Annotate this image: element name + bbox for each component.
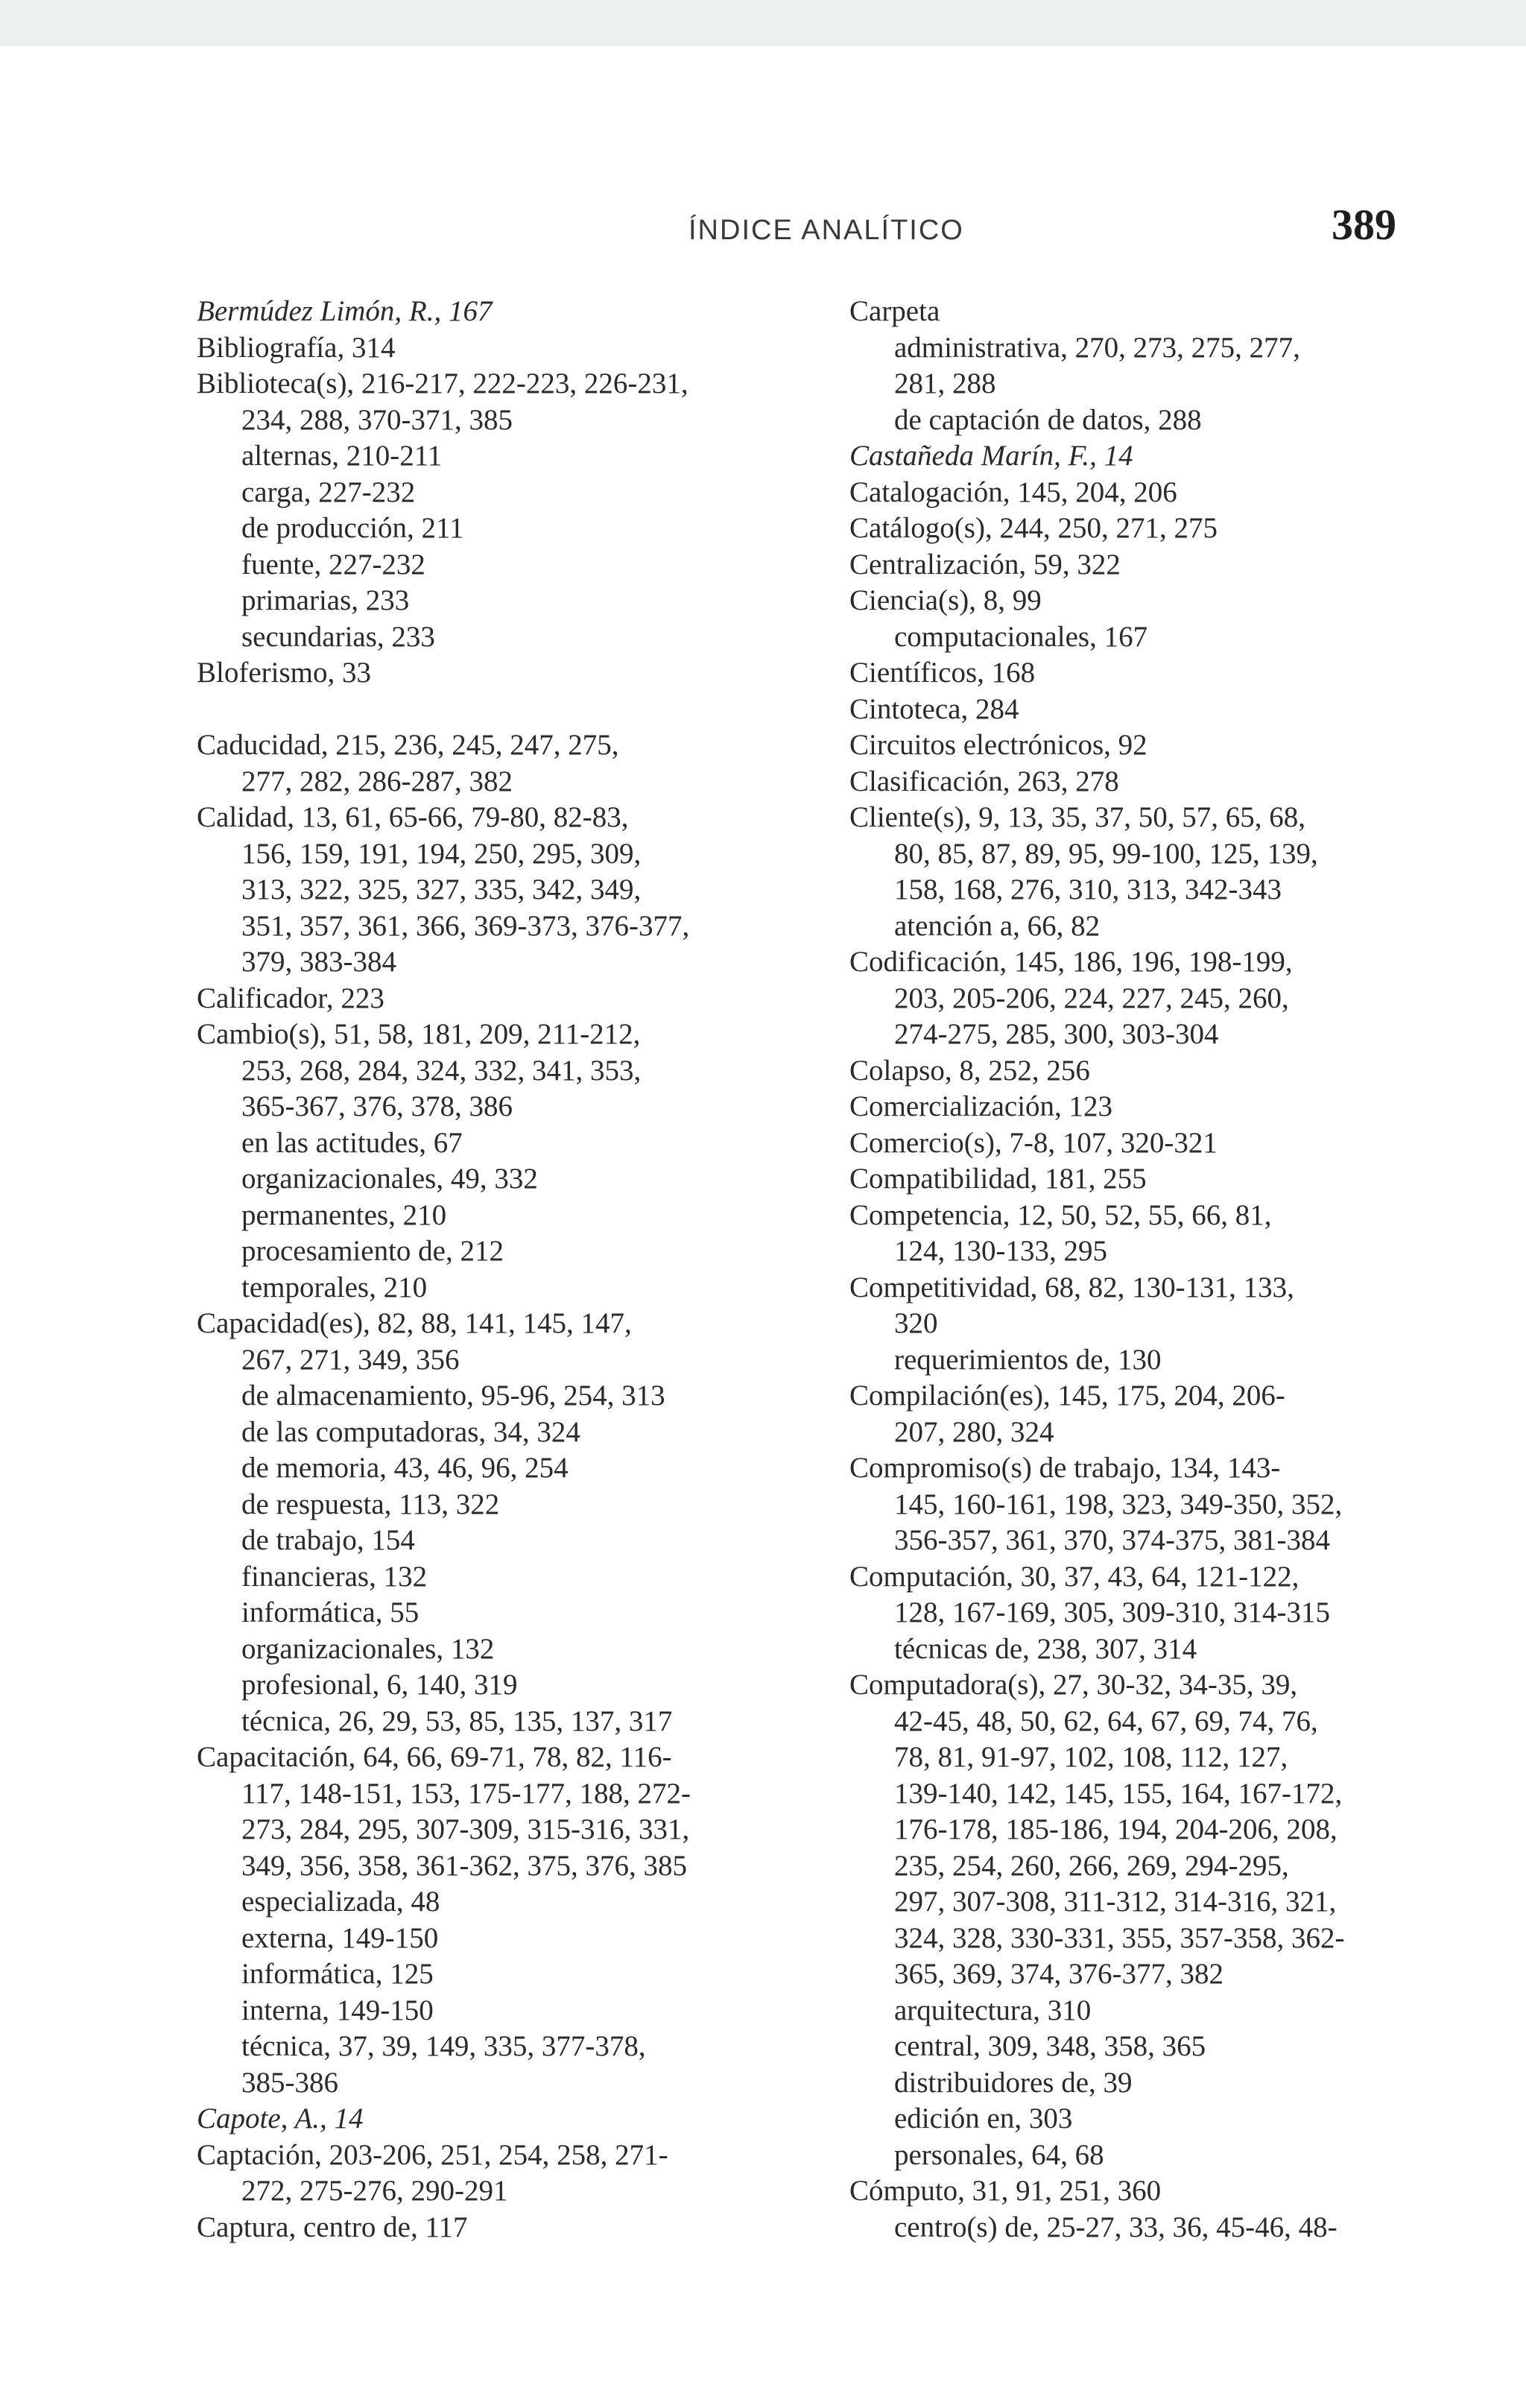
index-subentry: técnicas de, 238, 307, 314 [894,1632,1197,1665]
index-subentry: primarias, 233 [241,584,410,616]
index-entry: Biblioteca(s), 216-217, 222-223, 226-231, [197,367,688,399]
index-subentry: 235, 254, 260, 266, 269, 294-295, [894,1849,1289,1882]
index-subentry: 349, 356, 358, 361-362, 375, 376, 385 [241,1849,687,1882]
index-entry: Competitividad, 68, 82, 130-131, 133, [849,1271,1294,1303]
index-column-right [849,294,1475,2246]
index-subentry: edición en, 303 [894,2102,1073,2134]
index-subentry: informática, 125 [241,1958,434,1990]
index-entry: Bibliografía, 314 [197,331,396,364]
index-entry: Cliente(s), 9, 13, 35, 37, 50, 57, 65, 68, [849,801,1306,833]
index-subentry: de memoria, 43, 46, 96, 254 [241,1452,569,1484]
index-subentry: 379, 383-384 [241,946,396,978]
index-subentry: computacionales, 167 [894,620,1148,653]
index-subentry: técnica, 26, 29, 53, 85, 135, 137, 317 [241,1704,673,1737]
index-entry: Caducidad, 215, 236, 245, 247, 275, [197,729,619,761]
index-column-left [197,294,823,2246]
index-entry: Carpeta [849,295,940,327]
index-subentry: personales, 64, 68 [894,2138,1104,2171]
index-subentry: 253, 268, 284, 324, 332, 341, 353, [241,1054,642,1087]
index-subentry: 281, 288 [894,367,996,399]
index-entry: Capote, A., 14 [197,2102,364,2134]
index-subentry: técnica, 37, 39, 149, 335, 377-378, [241,2030,646,2062]
index-subentry: 351, 357, 361, 366, 369-373, 376-377, [241,909,690,942]
index-subentry: financieras, 132 [241,1560,428,1593]
index-entry: Capacidad(es), 82, 88, 141, 145, 147, [197,1307,632,1339]
index-subentry: 324, 328, 330-331, 355, 357-358, 362- [894,1921,1345,1954]
running-head: ÍNDICE ANALÍTICO [688,215,964,246]
index-subentry: administrativa, 270, 273, 275, 277, [894,331,1300,364]
index-subentry: en las actitudes, 67 [241,1126,463,1159]
index-subentry: de respuesta, 113, 322 [241,1488,500,1520]
index-subentry: 277, 282, 286-287, 382 [241,765,513,797]
index-subentry: organizacionales, 132 [241,1632,495,1665]
index-entry: Castañeda Marín, F., 14 [849,440,1133,472]
page-number: 389 [1332,200,1396,249]
index-subentry: 80, 85, 87, 89, 95, 99-100, 125, 139, [894,837,1318,870]
index-subentry: de almacenamiento, 95-96, 254, 313 [241,1380,665,1412]
index-entry: Colapso, 8, 252, 256 [849,1054,1090,1087]
index-group-gap [197,692,823,728]
index-entry: Competencia, 12, 50, 52, 55, 66, 81, [849,1198,1272,1231]
index-subentry: 365, 369, 374, 376-377, 382 [894,1958,1223,1990]
index-subentry: centro(s) de, 25-27, 33, 36, 45-46, 48- [894,2211,1337,2243]
index-subentry: 313, 322, 325, 327, 335, 342, 349, [241,873,642,906]
index-entry: Capacitación, 64, 66, 69-71, 78, 82, 116- [197,1741,672,1773]
index-subentry: carga, 227-232 [241,475,416,508]
index-subentry: 78, 81, 91-97, 102, 108, 112, 127, [894,1741,1288,1773]
index-subentry: de producción, 211 [241,512,464,544]
index-subentry: distribuidores de, 39 [894,2066,1133,2099]
index-subentry: 385-386 [241,2066,338,2099]
index-entry: Científicos, 168 [849,657,1036,689]
scan-top-band [0,0,1526,46]
index-subentry: 124, 130-133, 295 [894,1235,1107,1267]
index-entry: Bloferismo, 33 [197,657,371,689]
index-entry: Bermúdez Limón, R., 167 [197,295,493,327]
index-subentry: requerimientos de, 130 [894,1343,1162,1376]
index-subentry: organizacionales, 49, 332 [241,1163,538,1195]
index-subentry: 365-367, 376, 378, 386 [241,1090,513,1122]
index-entry: Catalogación, 145, 204, 206 [849,475,1177,508]
index-subentry: temporales, 210 [241,1271,428,1303]
index-subentry: 117, 148-151, 153, 175-177, 188, 272- [241,1777,691,1810]
index-subentry: 273, 284, 295, 307-309, 315-316, 331, [241,1813,690,1845]
index-subentry: especializada, 48 [241,1886,440,1918]
index-subentry: de captación de datos, 288 [894,403,1202,436]
index-entry: Ciencia(s), 8, 99 [849,584,1042,616]
index-entry: Computación, 30, 37, 43, 64, 121-122, [849,1560,1299,1593]
index-subentry: 356-357, 361, 370, 374-375, 381-384 [894,1524,1330,1556]
index-entry: Codificación, 145, 186, 196, 198-199, [849,946,1293,978]
index-subentry: 176-178, 185-186, 194, 204-206, 208, [894,1813,1337,1845]
index-entry: Catálogo(s), 244, 250, 271, 275 [849,512,1218,544]
index-subentry: 297, 307-308, 311-312, 314-316, 321, [894,1886,1337,1918]
index-subentry: 320 [894,1307,938,1339]
index-entry: Compromiso(s) de trabajo, 134, 143- [849,1452,1281,1484]
index-entry: Computadora(s), 27, 30-32, 34-35, 39, [849,1669,1298,1701]
index-entry: Captura, centro de, 117 [197,2211,468,2243]
index-subentry: 267, 271, 349, 356 [241,1343,460,1376]
index-entry: Circuitos electrónicos, 92 [849,729,1147,761]
index-entry: Centralización, 59, 322 [849,548,1121,581]
index-subentry: interna, 149-150 [241,1994,434,2026]
index-subentry: 203, 205-206, 224, 227, 245, 260, [894,982,1289,1014]
index-subentry: profesional, 6, 140, 319 [241,1669,518,1701]
index-entry: Compatibilidad, 181, 255 [849,1163,1147,1195]
index-subentry: 145, 160-161, 198, 323, 349-350, 352, [894,1488,1343,1520]
index-subentry: permanentes, 210 [241,1198,447,1231]
index-subentry: informática, 55 [241,1596,420,1628]
index-subentry: arquitectura, 310 [894,1994,1092,2026]
index-entry: Cómputo, 31, 91, 251, 360 [849,2175,1162,2207]
index-subentry: 139-140, 142, 145, 155, 164, 167-172, [894,1777,1343,1810]
index-subentry: 272, 275-276, 290-291 [241,2175,508,2207]
index-subentry: atención a, 66, 82 [894,909,1101,942]
index-subentry: 128, 167-169, 305, 309-310, 314-315 [894,1596,1330,1628]
index-subentry: externa, 149-150 [241,1921,439,1954]
index-entry: Captación, 203-206, 251, 254, 258, 271- [197,2138,668,2171]
index-subentry: 42-45, 48, 50, 62, 64, 67, 69, 74, 76, [894,1704,1318,1737]
index-entry: Calidad, 13, 61, 65-66, 79-80, 82-83, [197,801,629,833]
index-subentry: alternas, 210-211 [241,440,443,472]
index-subentry: procesamiento de, 212 [241,1235,504,1267]
index-entry: Calificador, 223 [197,982,384,1014]
index-subentry: 274-275, 285, 300, 303-304 [894,1018,1219,1050]
index-subentry: 234, 288, 370-371, 385 [241,403,513,436]
index-subentry: fuente, 227-232 [241,548,425,581]
index-entry: Comercio(s), 7-8, 107, 320-321 [849,1126,1218,1159]
index-subentry: secundarias, 233 [241,620,435,653]
index-entry: Cintoteca, 284 [849,692,1019,725]
index-subentry: 156, 159, 191, 194, 250, 295, 309, [241,837,642,870]
index-entry: Comercialización, 123 [849,1090,1113,1122]
index-subentry: de las computadoras, 34, 324 [241,1415,580,1448]
index-entry: Compilación(es), 145, 175, 204, 206- [849,1380,1285,1412]
index-subentry: central, 309, 348, 358, 365 [894,2030,1206,2062]
index-subentry: 158, 168, 276, 310, 313, 342-343 [894,873,1282,906]
index-entry: Clasificación, 263, 278 [849,765,1119,797]
index-entry: Cambio(s), 51, 58, 181, 209, 211-212, [197,1018,641,1050]
index-subentry: 207, 280, 324 [894,1415,1054,1448]
index-subentry: de trabajo, 154 [241,1524,415,1556]
